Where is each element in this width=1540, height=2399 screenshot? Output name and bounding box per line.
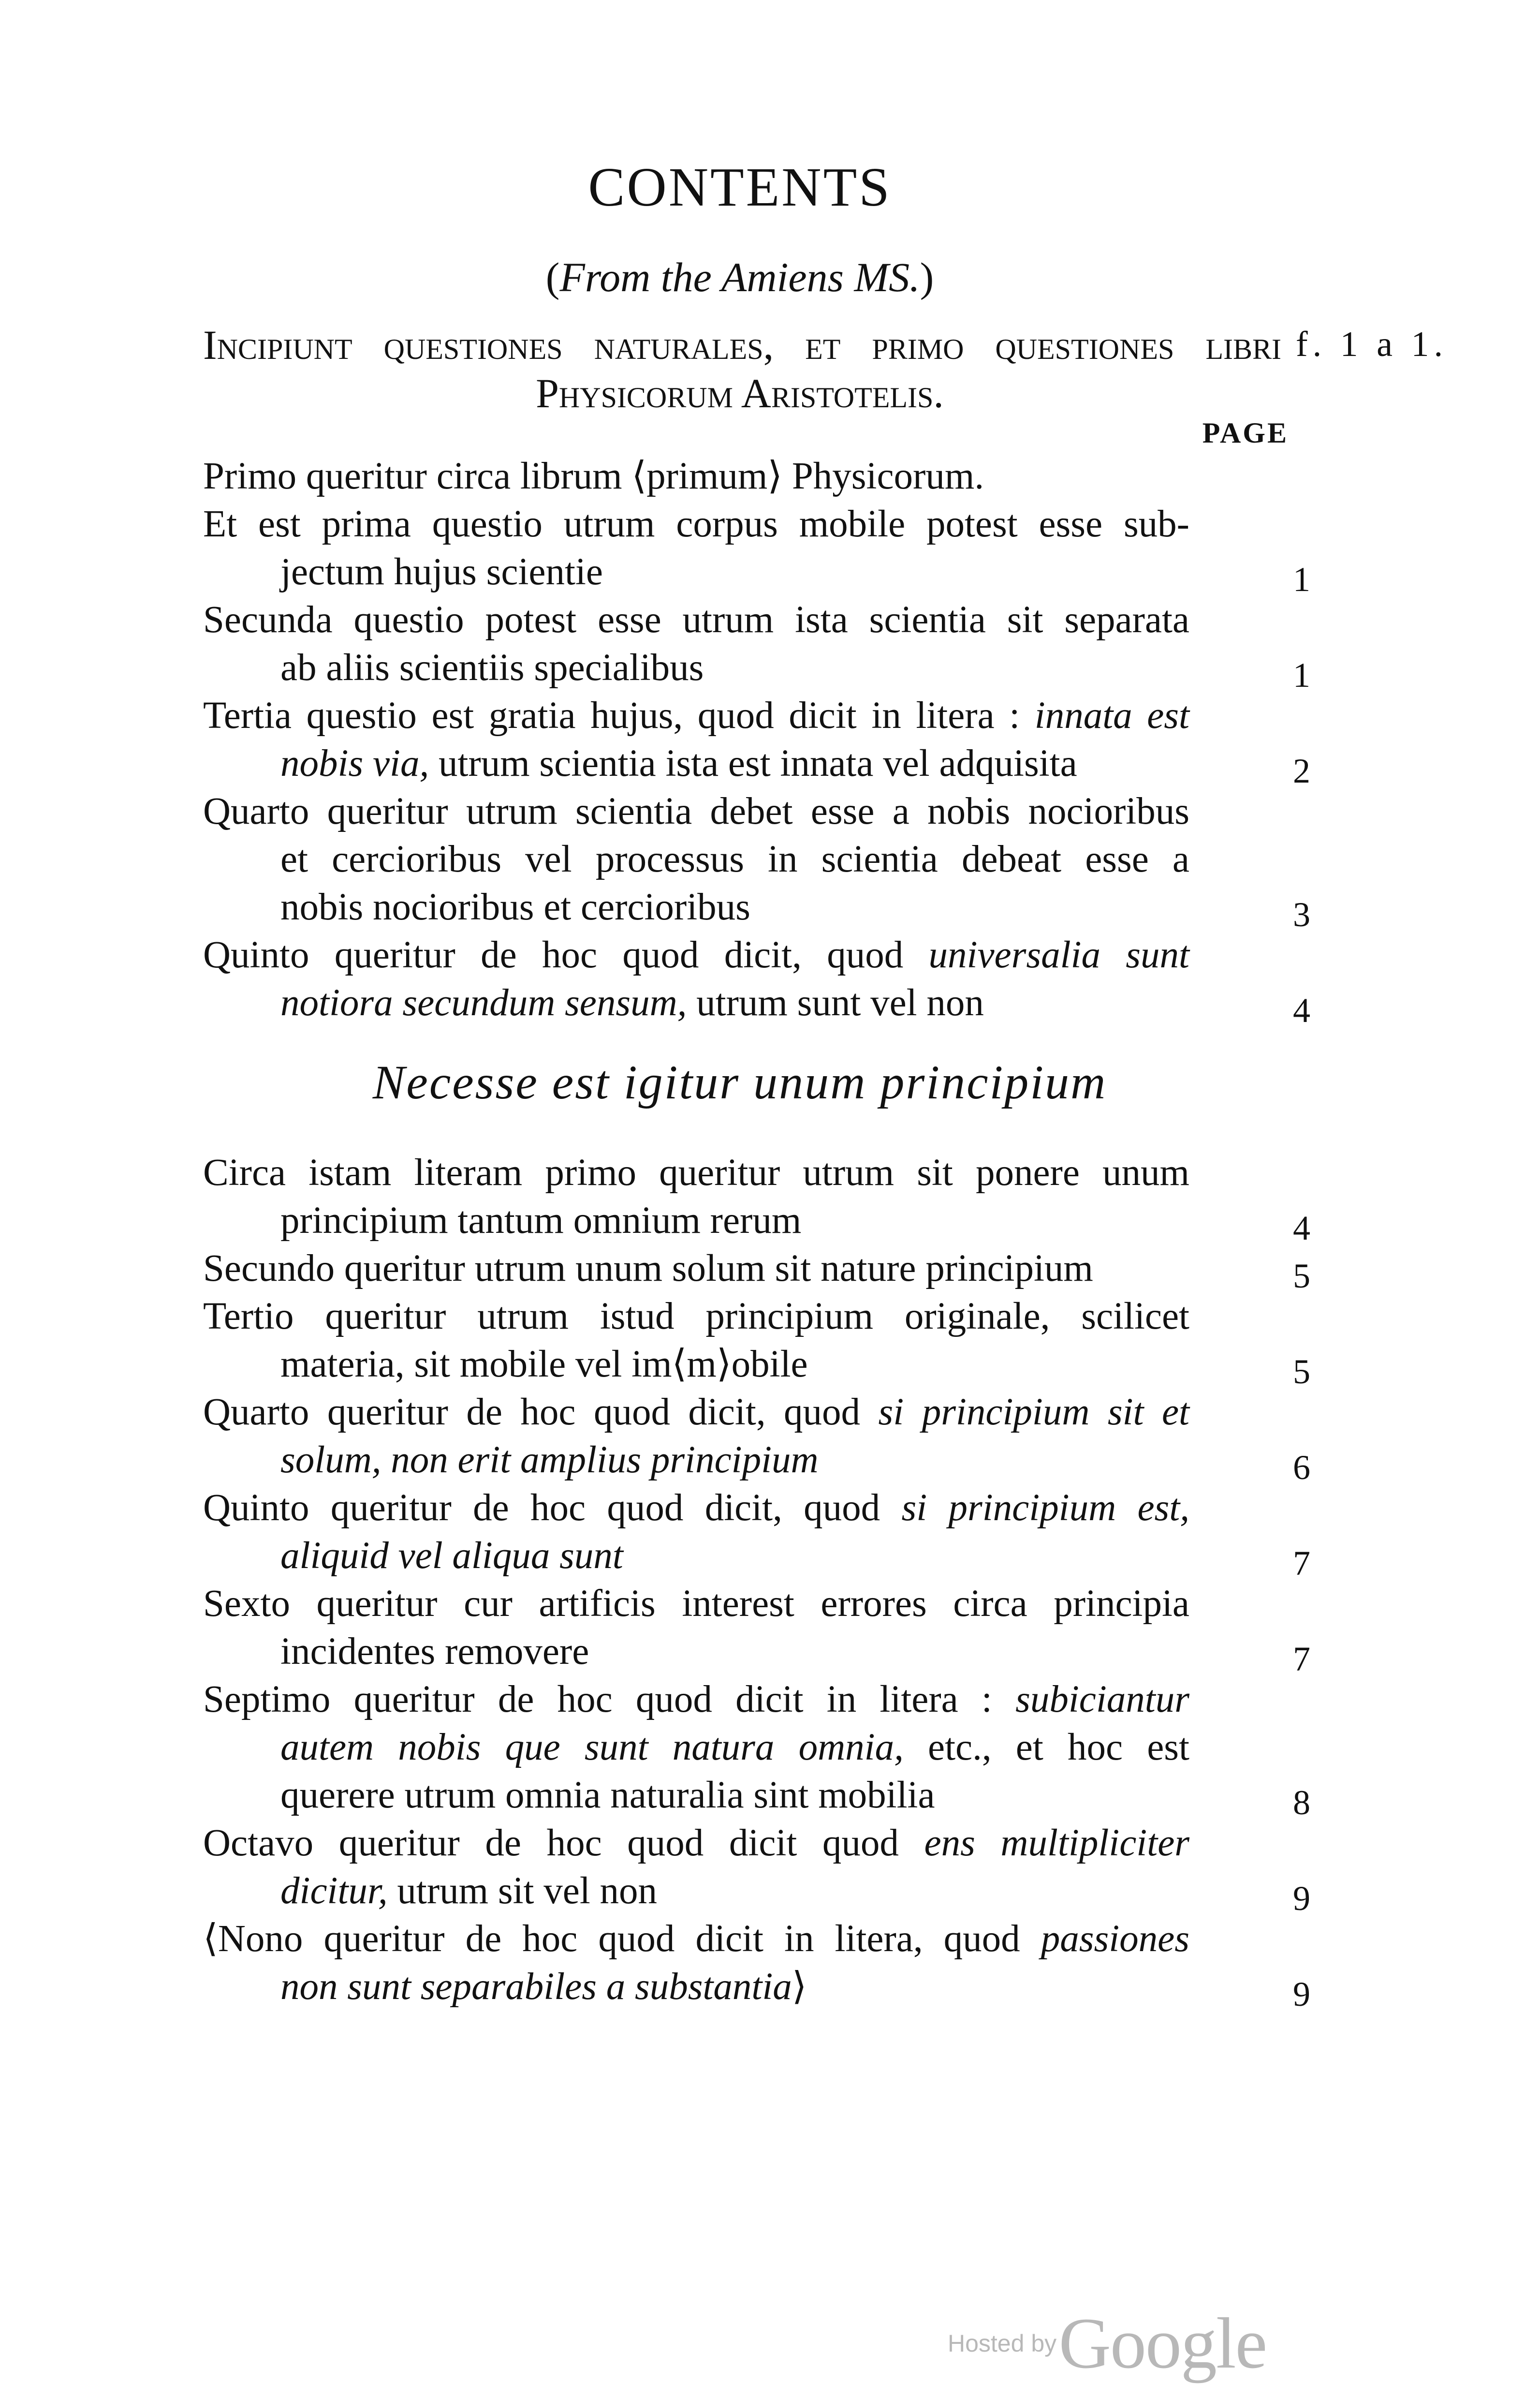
contents-entry-line [203, 1532, 1310, 1583]
contents-entry-line [203, 1149, 1310, 1197]
subtitle-source: From the Amiens MS. [559, 254, 920, 300]
entry-phrase: ab aliis scientiis specialibus [280, 647, 704, 689]
entry-quotation: innata est [1034, 695, 1190, 737]
entry-text [203, 500, 1189, 548]
subtitle-open: ( [545, 254, 560, 300]
entry-text [203, 1292, 1189, 1340]
contents-entry-line [203, 979, 1310, 1030]
entry-quotation: notiora secundum sensum, [280, 982, 687, 1024]
hosted-by-label: Hosted by [948, 2330, 1057, 2357]
contents-entry-line [203, 1819, 1310, 1867]
page-number: 5 [1293, 1257, 1310, 1295]
entry-phrase: Et est prima questio utrum corpus mobile potest esse sub- [203, 503, 1189, 545]
entry-text [203, 692, 1189, 740]
entry-phrase: Septimo queritur de hoc quod dicit in litera : [203, 1678, 1016, 1720]
entry-text [280, 1436, 1189, 1484]
entry-phrase: Tertio queritur utrum istud principium originale, scilicet [203, 1295, 1189, 1337]
contents-entry-line [203, 740, 1310, 790]
entry-text [203, 1915, 1189, 1963]
hosted-by-watermark [948, 2303, 1267, 2384]
entry-quotation: universalia sunt [928, 934, 1189, 976]
entry-text [280, 548, 1189, 596]
entry-text [203, 452, 1189, 500]
entry-phrase: Quarto queritur de hoc quod dicit, quod [203, 1391, 879, 1433]
subtitle-close: ) [920, 254, 934, 300]
contents-entry-line [203, 1771, 1310, 1822]
entry-phrase: Primo queritur circa librum ⟨primum⟩ Physicorum. [203, 455, 984, 497]
contents-entry-line [203, 1292, 1310, 1340]
entry-phrase: nobis nocioribus et cercioribus [280, 886, 750, 928]
entry-quotation: ens multipliciter [924, 1822, 1189, 1864]
contents-section-2 [203, 1149, 1310, 2014]
entry-text [280, 740, 1189, 787]
entry-phrase: Sexto queritur cur artificis interest errores circa principia [203, 1583, 1189, 1625]
entry-phrase: Tertia questio est gratia hujus, quod dicit in litera : [203, 695, 1035, 737]
contents-entry-line [203, 1197, 1310, 1247]
entry-text [280, 1723, 1189, 1771]
folio-reference: f. 1 a 1. [1296, 325, 1448, 364]
entry-text [280, 1771, 1189, 1819]
entry-text [280, 644, 1189, 692]
entry-phrase: Quarto queritur utrum scientia debet esse a nobis nocioribus [203, 790, 1189, 832]
entry-phrase: Quinto queritur de hoc quod dicit, quod [203, 934, 929, 976]
entry-phrase: utrum scientia ista est innata vel adquisita [429, 742, 1077, 785]
entry-text [203, 931, 1189, 979]
contents-section-1 [203, 452, 1310, 1030]
entry-phrase: querere utrum omnia naturalia sint mobilia [280, 1774, 935, 1816]
contents-entry-line [203, 1388, 1310, 1436]
page-number: 7 [1293, 1544, 1310, 1583]
entry-quotation: dicitur, [280, 1870, 388, 1912]
page-number: 2 [1293, 752, 1310, 790]
entry-text [280, 1867, 1189, 1915]
contents-entry-line [203, 1963, 1310, 2014]
entry-text [280, 979, 1189, 1027]
contents-entry-line [203, 1723, 1310, 1771]
contents-entry-line [203, 644, 1310, 695]
entry-text [203, 787, 1189, 835]
contents-entry-line [203, 1244, 1310, 1295]
entry-phrase: Secunda questio potest esse utrum ista scientia sit separata [203, 599, 1189, 641]
entry-text [280, 883, 1189, 931]
page-number: 4 [1293, 1209, 1310, 1247]
page-number: 1 [1293, 656, 1310, 695]
contents-entry-line [203, 1436, 1310, 1487]
entry-phrase: etc., et hoc est [903, 1726, 1189, 1768]
entry-text [203, 1675, 1189, 1723]
entry-phrase: Secundo queritur utrum unum solum sit nature principium [203, 1247, 1093, 1289]
entry-quotation: non sunt separabiles a substantia [280, 1966, 792, 2008]
page-number: 5 [1293, 1352, 1310, 1391]
page-number: 3 [1293, 895, 1310, 934]
contents-entry-line [203, 1484, 1310, 1532]
contents-entry-line [203, 1675, 1310, 1723]
entry-quotation: subiciantur [1015, 1678, 1189, 1720]
incipit-line-1: Incipiunt questiones naturales, et primo questiones libri [203, 322, 1281, 368]
entry-text [203, 1484, 1189, 1532]
entry-quotation: si principium est, [901, 1487, 1189, 1529]
contents-entry-line [203, 1628, 1310, 1678]
entry-phrase: principium tantum omnium rerum [280, 1200, 802, 1242]
entry-text [203, 1388, 1189, 1436]
page-number: 1 [1293, 560, 1310, 599]
entry-text [203, 1580, 1189, 1628]
contents-entry-line [203, 500, 1310, 548]
contents-entry-line [203, 1340, 1310, 1391]
entry-text [280, 1340, 1189, 1388]
google-logo: Google [1058, 2303, 1267, 2384]
entry-phrase: Octavo queritur de hoc quod dicit quod [203, 1822, 924, 1864]
subtitle [0, 256, 1480, 298]
page-number: 6 [1293, 1448, 1310, 1487]
entry-quotation: passiones [1041, 1918, 1189, 1960]
page-number: 9 [1293, 1975, 1310, 2014]
entry-text [280, 1963, 1189, 2011]
entry-phrase: materia, sit mobile vel im⟨m⟩obile [280, 1343, 808, 1385]
entry-text [203, 596, 1189, 644]
page-column-label: PAGE [1202, 417, 1289, 449]
incipit-line-2: Physicorum Aristotelis. [536, 370, 944, 416]
page-number: 9 [1293, 1879, 1310, 1918]
entry-text [203, 1244, 1189, 1292]
contents-entry-line [203, 1915, 1310, 1963]
entry-text [280, 1197, 1189, 1244]
contents-entry-line [203, 883, 1310, 934]
page-number: 8 [1293, 1783, 1310, 1822]
entry-quotation: nobis via, [280, 742, 429, 785]
page-title: CONTENTS [588, 156, 892, 218]
contents-entry-line [203, 1867, 1310, 1918]
entry-phrase: utrum sit vel non [387, 1870, 658, 1912]
contents-entry-line [203, 692, 1310, 740]
entry-text [280, 835, 1189, 883]
entry-quotation: autem nobis que sunt natura omnia, [280, 1726, 904, 1768]
entry-text [203, 1149, 1189, 1197]
entry-phrase: ⟨Nono queritur de hoc quod dicit in litera, quod [203, 1918, 1041, 1960]
contents-entry-line [203, 835, 1310, 883]
page-number: 4 [1293, 991, 1310, 1030]
contents-entry-line [203, 548, 1310, 599]
contents-entry-line [203, 931, 1310, 979]
entry-quotation: si principium sit et [878, 1391, 1189, 1433]
entry-phrase: incidentes removere [280, 1630, 589, 1673]
entry-text [280, 1628, 1189, 1675]
entry-phrase: et cercioribus vel processus in scientia debeat esse a [280, 838, 1189, 880]
entry-phrase: ⟩ [792, 1966, 807, 2008]
entry-phrase: jectum hujus scientie [280, 551, 603, 593]
contents-entry-line [203, 787, 1310, 835]
entry-quotation: aliquid vel aliqua sunt [280, 1535, 623, 1577]
entry-phrase: Circa istam literam primo queritur utrum sit ponere unum [203, 1152, 1189, 1194]
page-number: 7 [1293, 1640, 1310, 1678]
entry-phrase: utrum sunt vel non [687, 982, 984, 1024]
contents-entry-line [203, 596, 1310, 644]
entry-text [203, 1819, 1189, 1867]
contents-entry-line [203, 452, 1310, 500]
entry-text [280, 1532, 1189, 1580]
entry-phrase: Quinto queritur de hoc quod dicit, quod [203, 1487, 902, 1529]
entry-quotation: solum, non erit amplius principium [280, 1439, 819, 1481]
section-heading: Necesse est igitur unum principium [372, 1055, 1107, 1109]
contents-entry-line [203, 1580, 1310, 1628]
